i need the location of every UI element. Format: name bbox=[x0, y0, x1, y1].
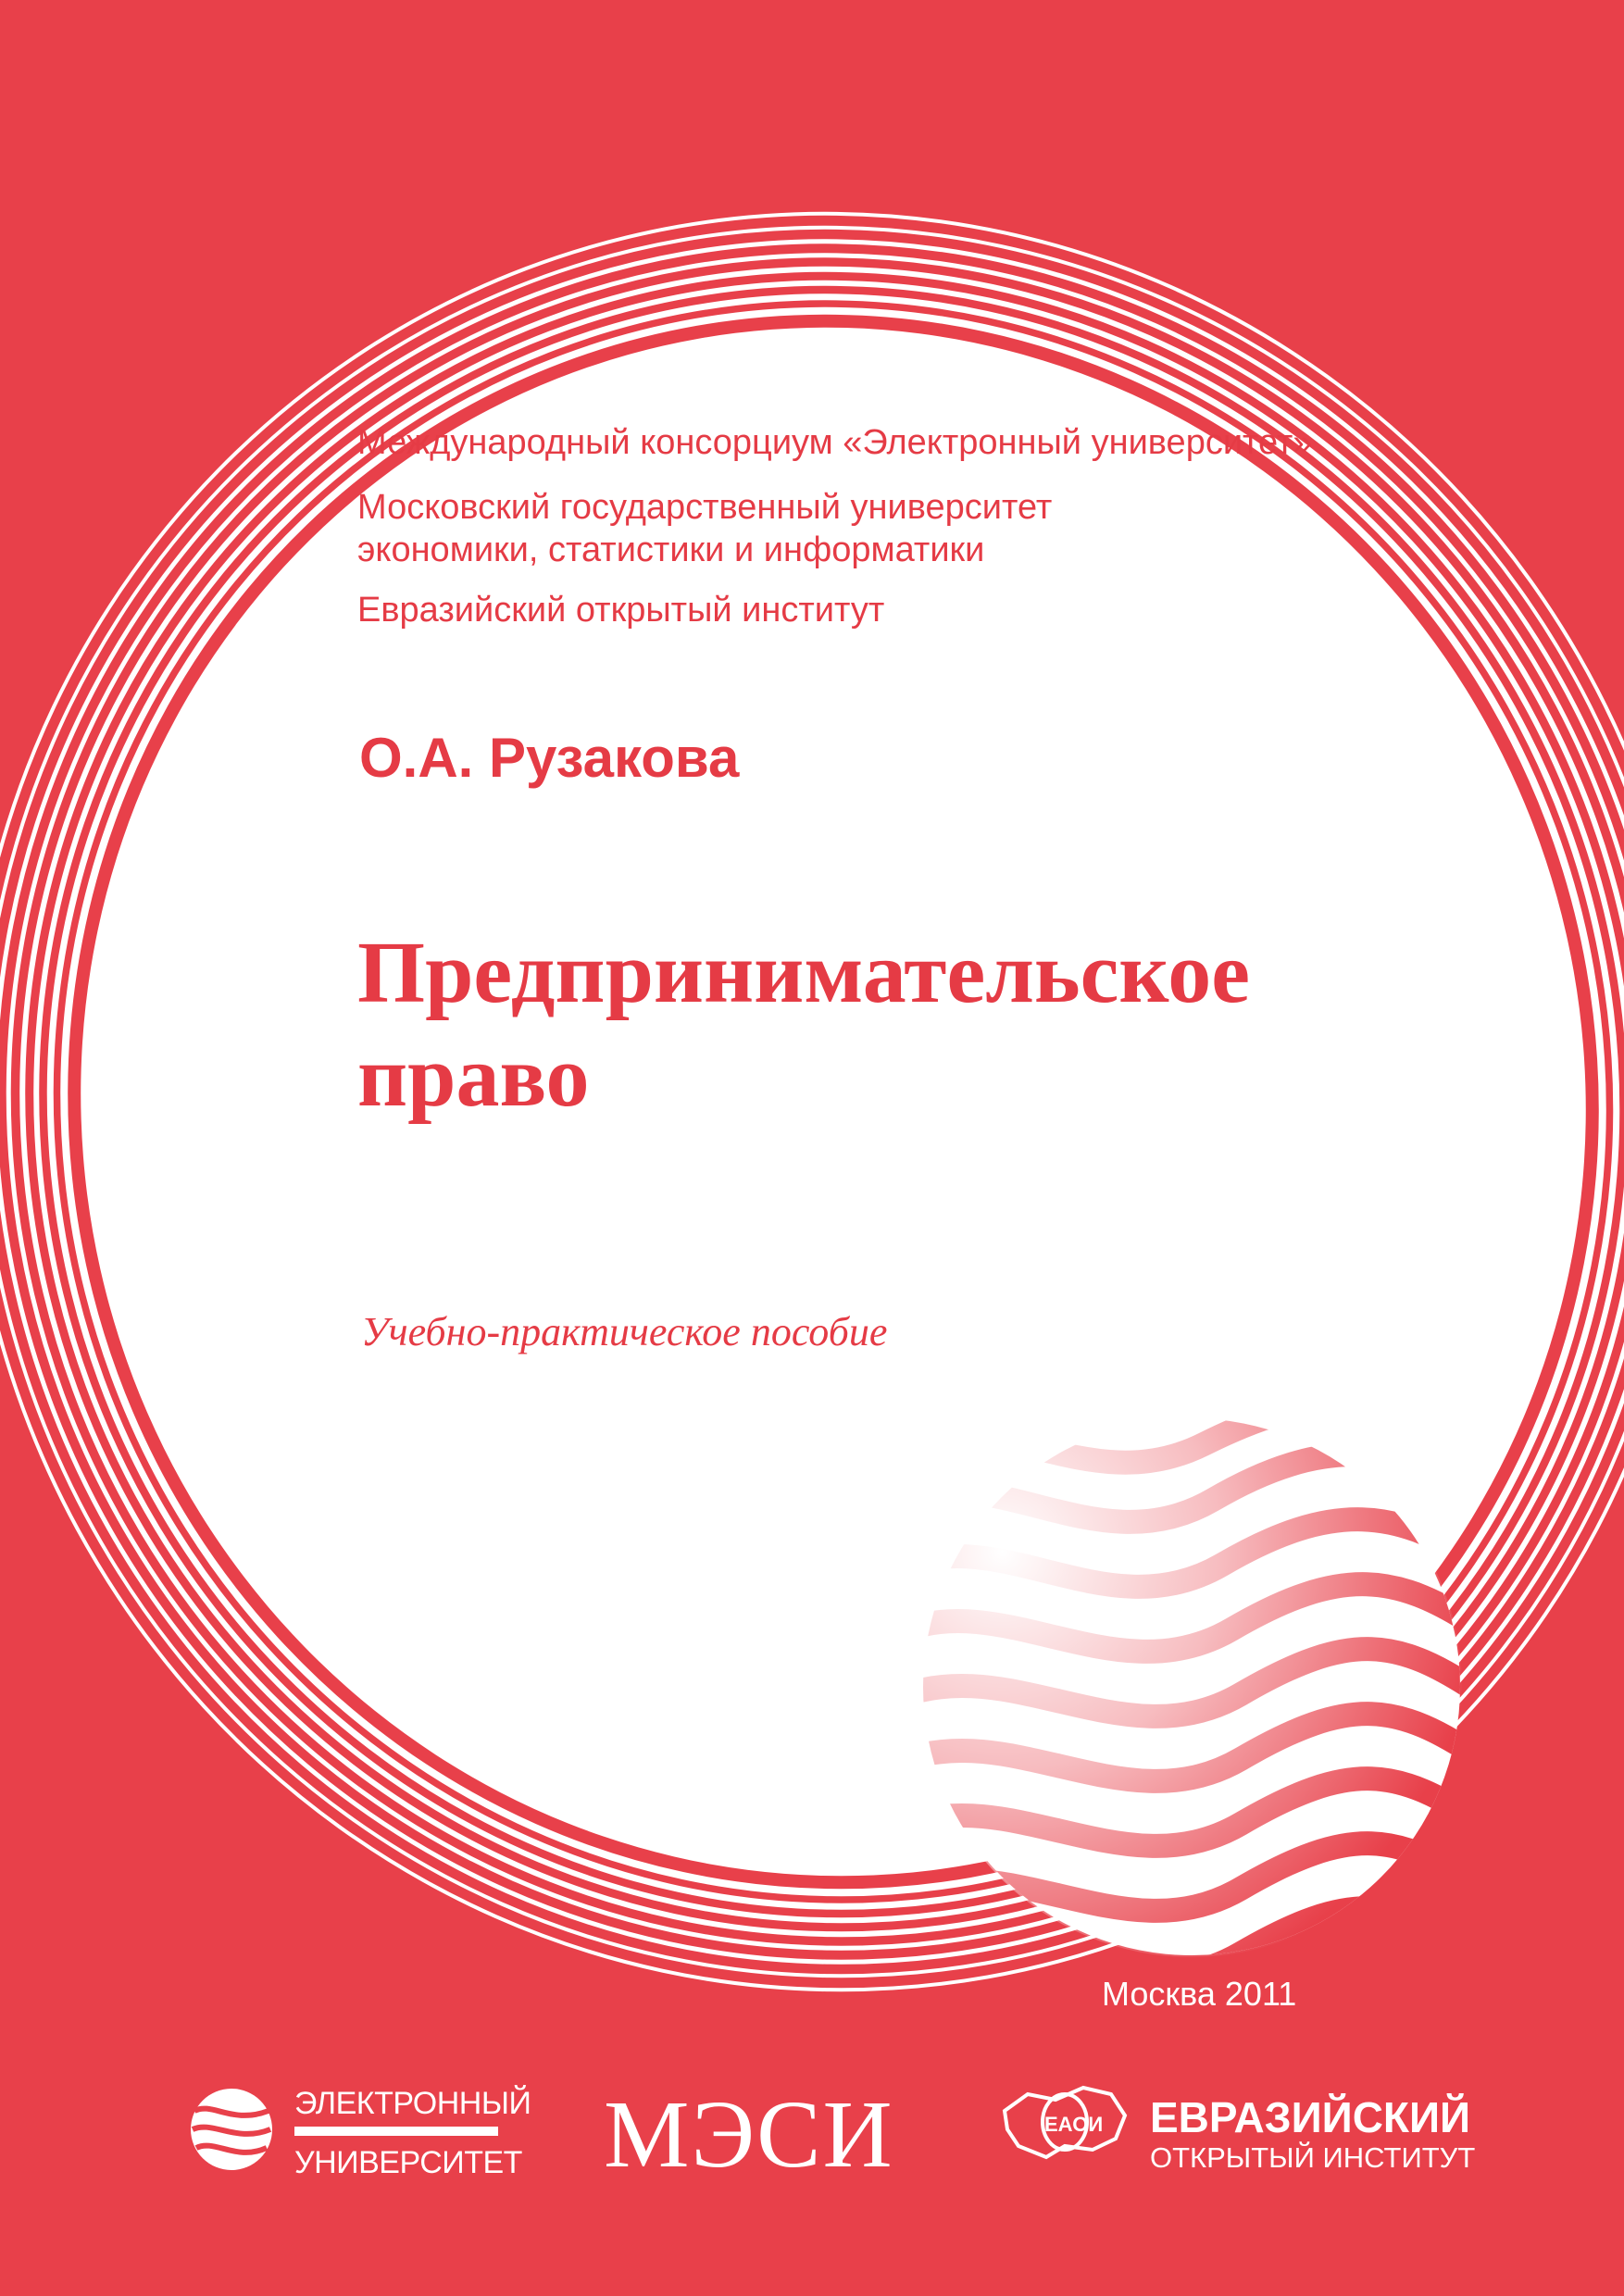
city-year: Москва 2011 bbox=[1102, 1975, 1297, 2013]
book-title-line1: Предпринимательское bbox=[357, 925, 1251, 1021]
mesi-logo: МЭСИ bbox=[604, 2081, 894, 2188]
electronic-university-emblem bbox=[191, 2089, 272, 2170]
author-name: О.А. Рузакова bbox=[359, 727, 740, 789]
book-subtitle: Учебно-практическое пособие bbox=[361, 1309, 888, 1354]
affiliation-university-line2: экономики, статистики и информатики bbox=[357, 530, 985, 569]
eurasian-institute-logo-line2: ОТКРЫТЫЙ ИНСТИТУТ bbox=[1150, 2141, 1476, 2174]
eurasian-institute-logo-line1: ЕВРАЗИЙСКИЙ bbox=[1150, 2093, 1471, 2141]
affiliation-university-line1: Московский государственный университет bbox=[357, 488, 1053, 527]
book-title bbox=[357, 921, 1515, 1129]
affiliation-consortium: Международный консорциум «Электронный университет» bbox=[357, 423, 1313, 462]
electronic-university-logo-line1: ЭЛЕКТРОННЫЙ bbox=[294, 2086, 531, 2121]
eurasian-institute-emblem bbox=[1005, 2088, 1125, 2157]
electronic-university-logo-line2: УНИВЕРСИТЕТ bbox=[294, 2145, 522, 2180]
svg-text:ЕАОИ: ЕАОИ bbox=[1044, 2113, 1104, 2136]
affiliation-institute: Евразийский открытый институт bbox=[357, 591, 885, 630]
book-title-line2: право bbox=[357, 1029, 590, 1125]
